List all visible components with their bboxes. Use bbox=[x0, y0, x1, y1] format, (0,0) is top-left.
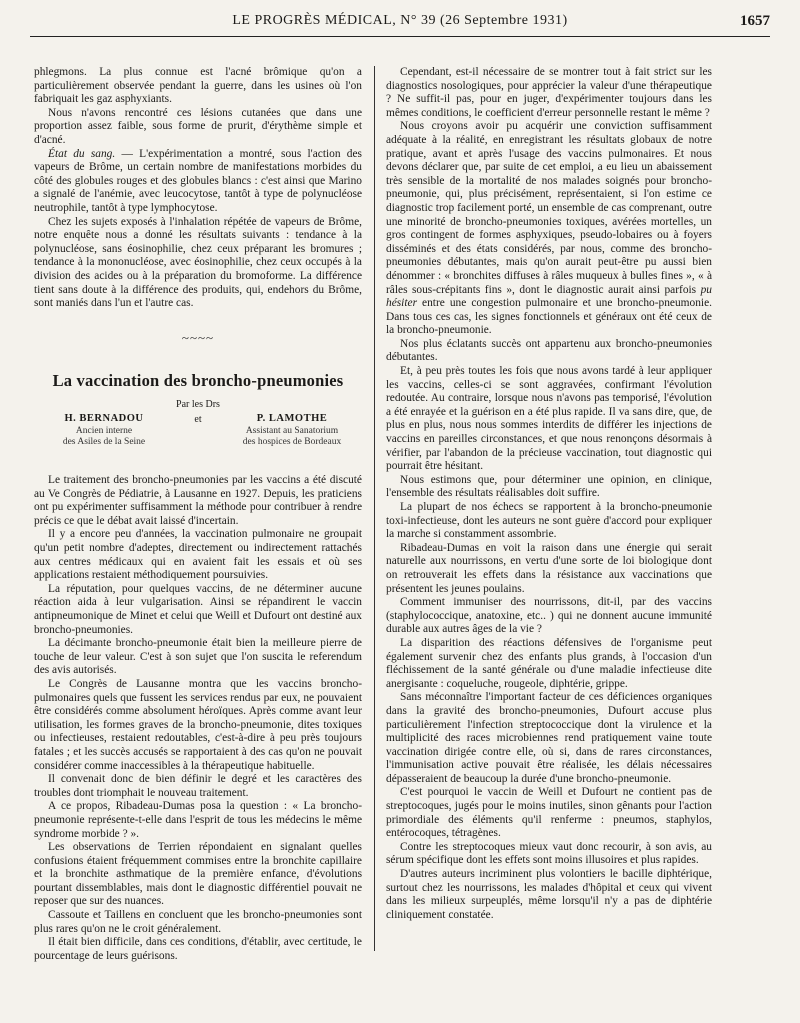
author-affiliation: des hospices de Bordeaux bbox=[242, 437, 342, 448]
section-ornament: ~~~~ bbox=[181, 329, 215, 345]
paragraph: Nous estimons que, pour déterminer une opinion, en clinique, l'ensemble des résultats réalisables doit suffire. bbox=[386, 473, 712, 500]
authors-block bbox=[34, 412, 362, 448]
paragraph: Cassoute et Taillens en concluent que les broncho-pneumonies sont plus rares qu'on ne le croit généralement. bbox=[34, 909, 362, 935]
author-affiliation: des Asiles de la Seine bbox=[62, 437, 146, 448]
paragraph-text: — L'expérimentation a montré, sous l'action des vapeurs de Brôme, un certain nombre de manifestations morbides du côté des globules rouges et des globules blancs : c'est ainsi que Marino a signalé de l'anémie, avec leucocytose, tantôt à type de polynucléose neutrophile, tantôt à type lymphocytose. bbox=[34, 147, 362, 214]
page-header bbox=[30, 6, 770, 37]
paragraph: Cependant, est-il nécessaire de se montrer tout à fait strict sur les diagnostics nosologiques, pour apprécier la valeur d'une thérapeutique ? Ne suffit-il pas, pour en juger, d'expérimenter toujours dans les mêmes conditions, le coefficient d'erreur personnelle restant le même ? bbox=[386, 66, 712, 119]
article-title: La vaccination des broncho-pneumonies bbox=[52, 371, 344, 391]
author-name: P. LAMOTHE bbox=[256, 413, 328, 425]
emphasis: pu hésiter bbox=[386, 283, 712, 310]
author-affiliation: Ancien interne bbox=[75, 426, 133, 437]
paragraph: Il y a encore peu d'années, la vaccination pulmonaire ne groupait qu'un petit nombre d'adeptes, directement ou indirectement rattachés aux centres médicaux qui en avaient fait les essais et où ses applications restaient méthodiquement poursuivies. bbox=[34, 528, 362, 582]
paragraph: phlegmons. La plus connue est l'acné brômique qu'on a particulièrement observée pendant la guerre, dans les usines où l'on fabriquait les gaz asphyxiants. bbox=[34, 66, 362, 106]
running-title: LE PROGRÈS MÉDICAL, N° 39 (26 Septembre 1931) bbox=[232, 13, 568, 28]
left-column bbox=[34, 66, 362, 1005]
author-1 bbox=[34, 412, 174, 448]
paragraph: D'autres auteurs incriminent plus volontiers le bacille diphtérique, surtout chez les nourrissons, les malades d'hôpital et ceux qui vivent dans les milieux surpeuplés, même lorsqu'il n'y a pas de diphtérie cliniquement constatée. bbox=[386, 868, 712, 921]
paragraph: Il convenait donc de bien définir le degré et les caractères des troubles dont triomphait le nouveau traitement. bbox=[34, 773, 362, 799]
paragraph: Nous n'avons rencontré ces lésions cutanées que dans une proportion assez faible, sous forme de prurit, d'érythème simple et d'acné. bbox=[34, 106, 362, 146]
paragraph: Nos plus éclatants succès ont appartenu aux broncho-pneumonies débutantes. bbox=[386, 337, 712, 364]
author-name: H. BERNADOU bbox=[64, 413, 144, 425]
author-2 bbox=[222, 412, 362, 448]
paragraph-etat-du-sang bbox=[34, 148, 362, 216]
paragraph: Comment immuniser des nourrissons, dit-il, par des vaccins (staphylococcique, anatoxine, etc.. ) qui ne donnent aucune immunité durable aux autres âges de la vie ? bbox=[386, 596, 712, 636]
paragraph: La réputation, pour quelques vaccins, de ne déterminer aucune réaction aida à leur vulgarisation. Ainsi se répandirent le vaccin antipneumonique de Minet et celui que Weill et Dufourt ont destiné aux broncho-pneumonies. bbox=[34, 582, 362, 636]
paragraph: Contre les streptocoques mieux vaut donc recourir, à son avis, au sérum spécifique dont les effets sont moins illusoires et plus rapides. bbox=[386, 840, 712, 867]
paragraph: La disparition des réactions défensives de l'organisme peut également survenir chez des enfants plus grands, à l'occasion d'un fléchissement de la santé générale ou d'une maladie infectieuse dite anergisante : coqueluche, rougeole, diphtérie, grippe. bbox=[386, 636, 712, 690]
authors-conjunction: et bbox=[194, 414, 202, 426]
authors-intro: Par les Drs bbox=[176, 398, 220, 410]
section-label: État du sang. bbox=[48, 147, 116, 160]
paragraph: Ribadeau-Dumas en voit la raison dans une énergie qui serait naturelle aux nourrissons, en vertu d'une sorte de loi biologique dont on retrouverait les effets dans la résistance aux vaccinations que présentent les jeunes poulains. bbox=[386, 541, 712, 595]
paragraph: A ce propos, Ribadeau-Dumas posa la question : « La broncho-pneumonie représente-t-elle dans l'esprit de tous les médecins le même syndrome morbide ? ». bbox=[34, 800, 362, 840]
page-number: 1657 bbox=[740, 12, 770, 29]
right-column bbox=[386, 66, 712, 1005]
paragraph-text: Nous croyons avoir pu acquérir une conviction suffisamment adéquate à la réalité, en enregistrant les résultats globaux de notre pratique, avant et après l'usage des vaccins pulmonaires. Et nous devons déclarer que, par suite de cet emploi, a eu lieu un abaissement très sensible de la mortalité de nos malades soignés pour broncho-pneumonie, qui, plus précisément, représentaient, si l'on estime ce diagnostic trop facilement porté, un ensemble de cas comprenant, outre une minorité de broncho-pneumonies toxiques, avérées mortelles, un gros contingent de formes asphyxiques, pseudo-lobaires ou à foyers disséminés et des états considérés, par nous, comme des broncho-pneumonies débutantes, mais qu'on aurait peut-être pu aussi bien dénommer : « bronchites diffuses à râles muqueux à bulles fines », « à râles sous-crépitants fins », dont le diagnostic aurait ainsi parfois bbox=[386, 120, 712, 296]
paragraph: La décimante broncho-pneumonie était bien la meilleure pierre de touche de leur valeur. C'est à son sujet que l'on suscita le referendum des avis autorisés. bbox=[34, 637, 362, 677]
paragraph: Le Congrès de Lausanne montra que les vaccins broncho-pulmonaires quels que fussent les services rendus par eux, ne pouvaient être considérés comme absolument héroïques. Après comme avant leur utilisation, les formes graves de la broncho-pneumonie, dites toxiques ou infectieuses, restaient redoutables, c'est-à-dire à peu près toujours fatales ; et les succès accusés se rapportaient à des cas qu'on ne pouvait considérer comme inaccessibles à la thérapeutique habituelle. bbox=[34, 677, 362, 772]
paragraph: C'est pourquoi le vaccin de Weill et Dufourt ne contient pas de streptocoques, jugés pour le moins inutiles, sinon gênants pour l'action primordiale des éléments qu'il renferme : pneumos, staphylos, entérocoques, tétragènes. bbox=[386, 786, 712, 840]
paragraph-text: entre une congestion pulmonaire et une broncho-pneumonie. Dans tous ces cas, les signes fonctionnels et généraux ont été ceux de la broncho-pneumonie. bbox=[386, 297, 712, 337]
paragraph: Et, à peu près toutes les fois que nous avons tardé à leur appliquer les vaccins, celles-ci se sont aggravées, confirmant l'évolution redoutée. Au contraire, lorsque nous n'avons pas temporisé, l'évolution a été enrayée et la guérison en a été plus rapide. Il va sans dire, que, de plus en plus, nous nous sommes interdits de différer les injections de vaccins en pareilles circonstances, et que nous renonçons désormais à vérifier, par l'abandon de la précieuse vaccination, tout diagnostic qui pourrait être hésitant. bbox=[386, 365, 712, 473]
paragraph: Chez les sujets exposés à l'inhalation répétée de vapeurs de Brôme, notre enquête nous a donné les résultats suivants : tendance à la polynucléose, sans éosinophilie, chez ceux préparant les bromures ; tendance à la mononucléose, avec éosinophilie, chez ceux occupés à la division des acides ou à la préparation du bromoforme. La différence tient sans doute à la différence des produits, qui, endehors du Brôme, sont maniés dans l'un et l'autre cas. bbox=[34, 215, 362, 310]
paragraph: Les observations de Terrien répondaient en signalant quelles confusions étaient fréquemment commises entre la bronchite capillaire et la bronchite asthmatique de la première enfance, d'évolutions pourtant dissemblables, mais dont le diagnostic différentiel pouvait ne reposer que sur des nuances. bbox=[34, 841, 362, 908]
column-divider bbox=[374, 66, 375, 951]
author-affiliation: Assistant au Sanatorium bbox=[245, 426, 339, 437]
paragraph bbox=[386, 120, 712, 338]
paragraph: Sans méconnaître l'important facteur de ces déficiences organiques dans la gravité des broncho-pneumonies, Dufourt accuse plus particulièrement l'infection streptococcique dont la virulence et la multiplicité des races microbiennes rend pratiquement vaine toute vaccination dirigée contre elle, où si, dans de rares circonstances, l'immunisation active pouvait être réalisée, les délais nécessaires dépasseraient de beaucoup la durée d'une broncho-pneumonie. bbox=[386, 691, 712, 785]
paragraph: Le traitement des broncho-pneumonies par les vaccins a été discuté au Ve Congrès de Pédiatrie, à Lausanne en 1927. Depuis, les praticiens ont pu expérimenter suffisamment la méthode pour contribuer à rendre précis ce que le débat avait laissé d'incertain. bbox=[34, 474, 362, 527]
paragraph: Il était bien difficile, dans ces conditions, d'établir, avec certitude, le pourcentage de leurs guérisons. bbox=[34, 936, 362, 962]
paragraph: La plupart de nos échecs se rapportent à la broncho-pneumonie toxi-infectieuse, dont les auteurs ne sont guère d'accord pour expliquer la marche si constamment assombrie. bbox=[386, 501, 712, 541]
